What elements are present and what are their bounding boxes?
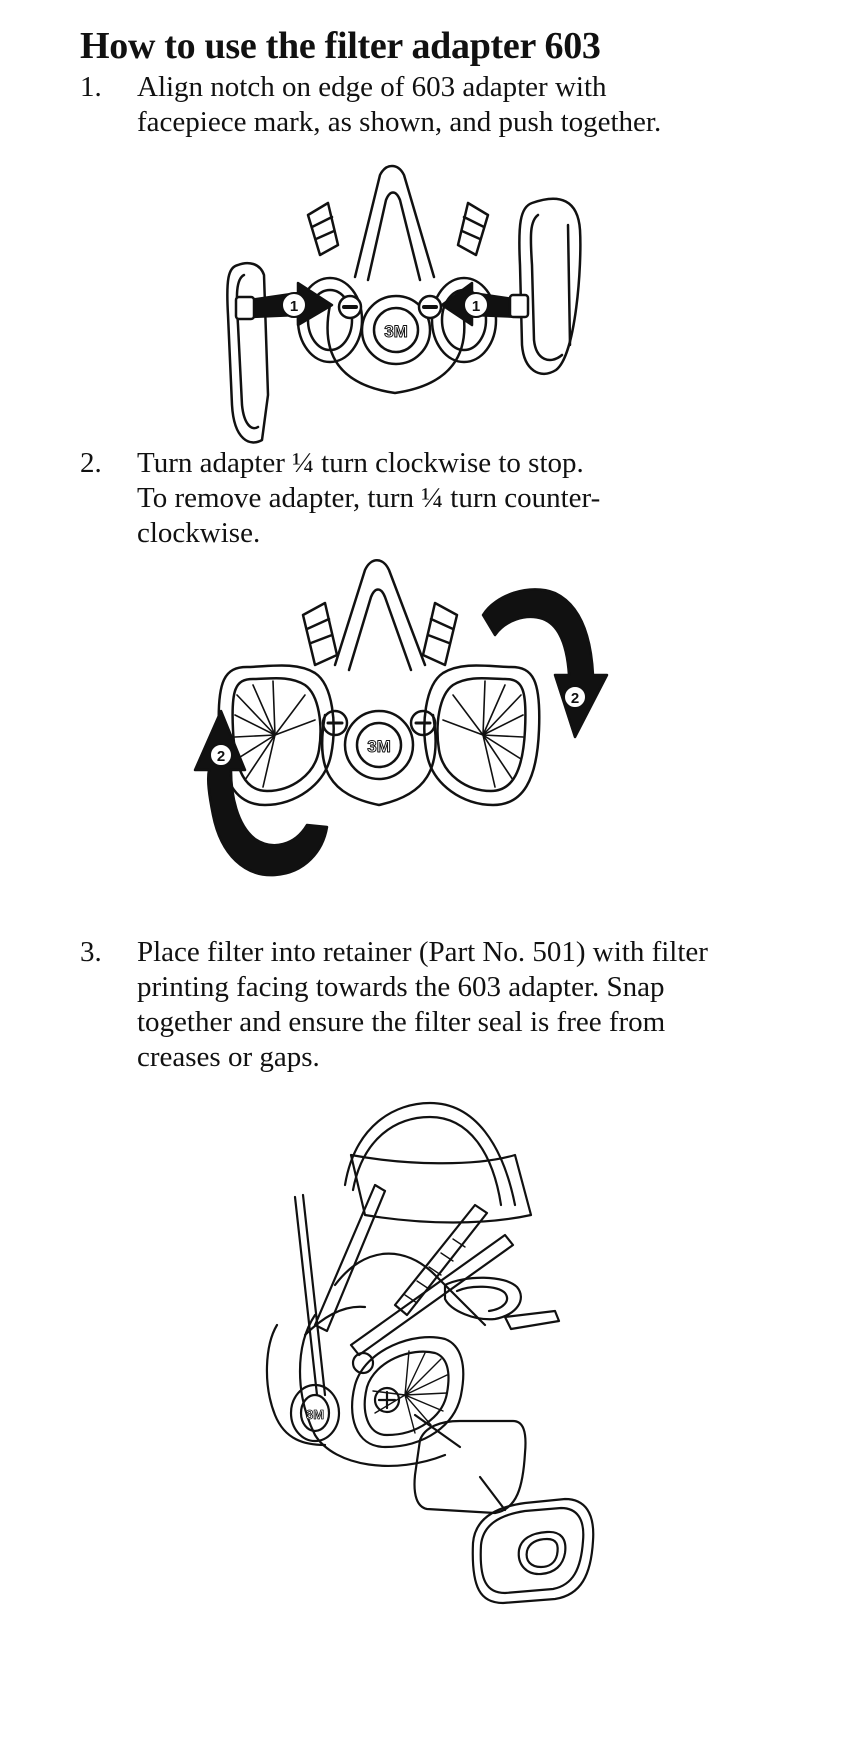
- respirator-filter-retainer-illustration: [255, 1095, 645, 1615]
- step-text: [137, 70, 837, 140]
- callout-2-right: 2: [570, 690, 580, 707]
- brand-logo: 3M: [367, 737, 391, 756]
- brand-logo: 3M: [305, 1407, 325, 1422]
- step-line: printing facing towards the 603 adapter. Snap: [137, 971, 665, 1003]
- callout-1-right: 1: [471, 298, 481, 315]
- respirator-attach-adapter-illustration: [220, 155, 600, 445]
- step-text: [137, 446, 837, 551]
- step-line: Align notch on edge of 603 adapter with: [137, 71, 607, 103]
- step-number: 2.: [80, 447, 102, 479]
- brand-logo: 3M: [384, 322, 408, 341]
- step-line: Turn adapter ¼ turn clockwise to stop.: [137, 447, 584, 479]
- callout-2-left: 2: [216, 748, 226, 765]
- callout-1-left: 1: [289, 298, 299, 315]
- step-line: creases or gaps.: [137, 1041, 320, 1073]
- step-line: To remove adapter, turn ¼ turn counter-: [137, 482, 601, 514]
- step-number: 3.: [80, 936, 102, 968]
- respirator-rotate-adapter-illustration: [135, 555, 665, 900]
- page-title: How to use the filter adapter 603: [80, 25, 601, 67]
- step-number: 1.: [80, 71, 102, 103]
- step-text: [137, 935, 837, 1075]
- step-line: Place filter into retainer (Part No. 501) with filter: [137, 936, 708, 968]
- step-line: together and ensure the filter seal is free from: [137, 1006, 666, 1038]
- step-line: clockwise.: [137, 517, 261, 549]
- step-line: facepiece mark, as shown, and push together.: [137, 106, 662, 138]
